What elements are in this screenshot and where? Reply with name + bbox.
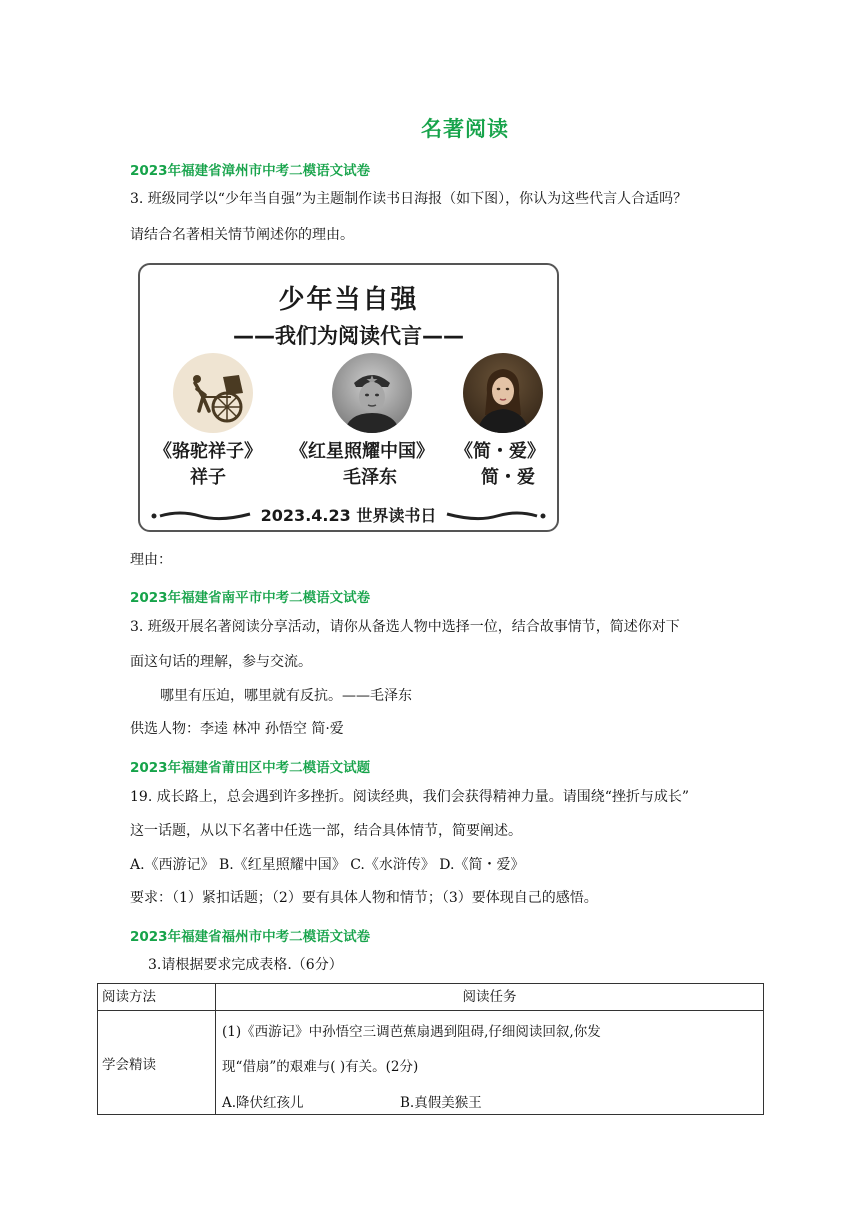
requirements-text: 要求：（1）紧扣话题；（2）要有具体人物和情节；（3）要体现自己的感悟。 [130,890,598,906]
poster-subtitle: ——我们为阅读代言—— [233,324,464,348]
reading-day-poster [138,263,559,532]
poster-book-title: 《骆驼祥子》 [154,441,262,462]
rickshaw-icon [173,353,253,433]
poster-book-title: 《简・爱》 [455,441,545,462]
candidate-list: 供选人物：李逵 林冲 孙悟空 简·爱 [130,721,344,737]
table-row-label: 学会精读 [98,1011,216,1115]
portrait-mao-icon [332,353,412,433]
table-task-cell [216,1011,764,1115]
question-text: 3. 班级同学以“少年当自强”为主题制作读书日海报（如下图），你认为这些代言人合适吗？ [130,191,688,207]
section-heading-fuzhou: 2023年福建省福州市中考二模语文试卷 [130,929,371,945]
question-text: 19. 成长路上，总会遇到许多挫折。阅读经典，我们会获得精神力量。请围绕“挫折与成长” [130,789,690,805]
question-text: 3.请根据要求完成表格.（6分） [148,957,343,973]
answer-label: 理由： [130,552,172,568]
task-option-b: B.真假美猴王 [400,1095,482,1111]
poster-person-name: 毛泽东 [343,467,397,488]
table-header: 阅读方法 [98,984,216,1011]
section-heading-nanping: 2023年福建省南平市中考二模语文试卷 [130,590,371,606]
poster-title: 少年当自强 [278,285,419,315]
quote-text: 哪里有压迫，哪里就有反抗。——毛泽东 [160,688,412,704]
task-text: 现“借扇”的艰难与( )有关。(2分) [222,1059,419,1075]
book-options: A.《西游记》 B.《红星照耀中国》 C.《水浒传》 D.《简・爱》 [130,857,525,873]
question-text: 请结合名著相关情节阐述你的理由。 [130,227,354,243]
table-header: 阅读任务 [216,984,764,1011]
page-title: 名著阅读 [421,117,509,141]
poster-person-name: 祥子 [190,467,226,488]
section-heading-putian: 2023年福建省莆田区中考二模语文试题 [130,760,371,776]
task-option-a: A.降伏红孩儿 [222,1095,304,1111]
poster-date: 2023.4.23 世界读书日 [260,506,437,525]
reading-task-table [97,983,764,1115]
task-text: (1)《西游记》中孙悟空三调芭蕉扇遇到阻碍,仔细阅读回叙,你发 [222,1024,601,1040]
portrait-jane-eyre-icon [463,353,543,433]
question-text: 这一话题，从以下名著中任选一部，结合具体情节，简要阐述。 [130,823,522,839]
question-text: 面这句话的理解，参与交流。 [130,654,312,670]
section-heading-zhangzhou: 2023年福建省漳州市中考二模语文试卷 [130,163,371,179]
question-text: 3. 班级开展名著阅读分享活动，请你从备选人物中选择一位，结合故事情节，简述你对下 [130,619,680,635]
poster-book-title: 《红星照耀中国》 [290,441,434,462]
poster-person-name: 简・爱 [481,467,535,488]
